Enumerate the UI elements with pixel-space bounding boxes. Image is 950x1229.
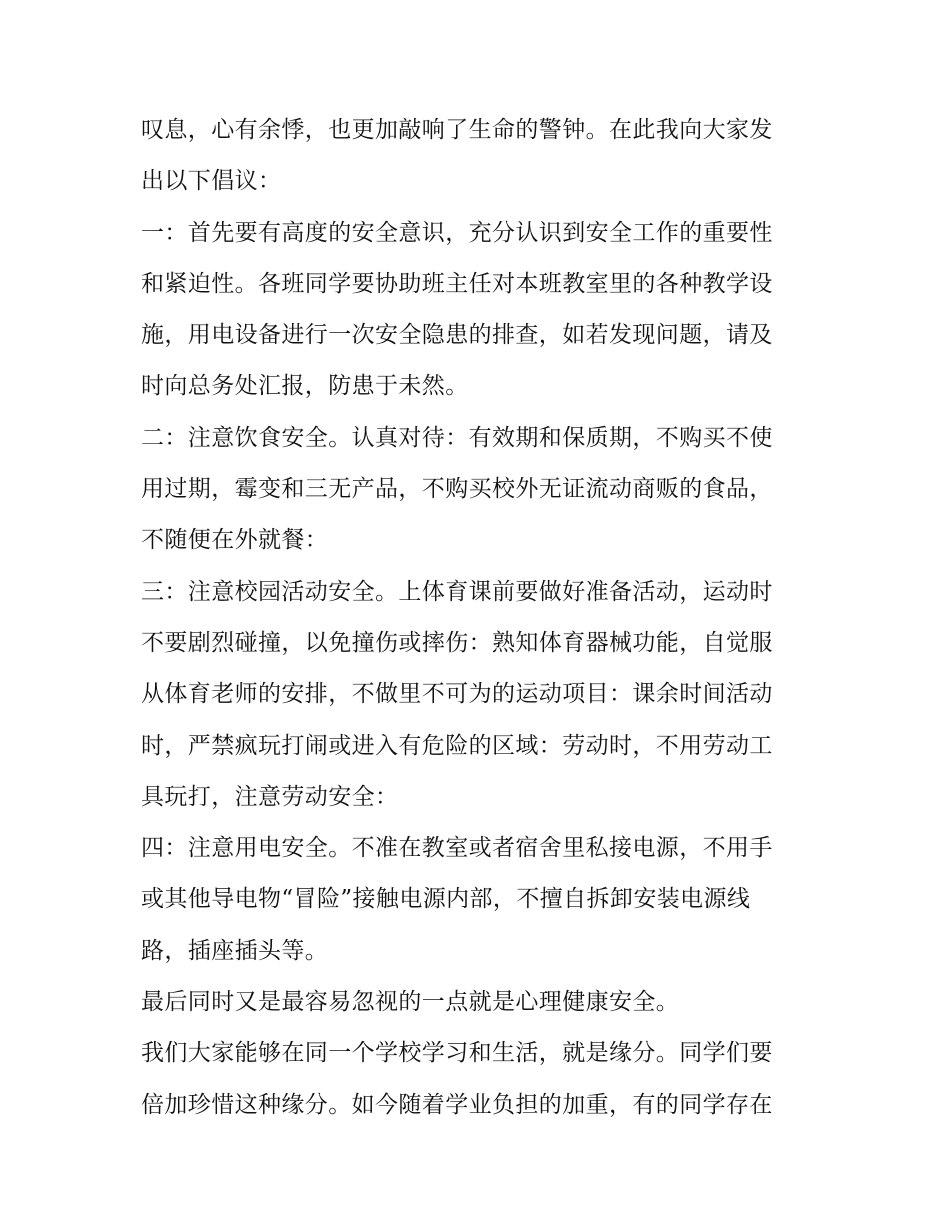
text-line-19: 我们大家能够在同一个学校学习和生活，就是缘分。同学们要 <box>141 1040 773 1067</box>
text-line-16: 或其他导电物“冒险”接触电源内部，不擅自拆卸安装电源线 <box>141 886 751 913</box>
text-line-12: 从体育老师的安排，不做里不可为的运动项目：课余时间活动 <box>141 681 773 708</box>
text-line-7: 二：注意饮食安全。认真对待：有效期和保质期，不购买不使 <box>141 424 773 451</box>
text-line-14: 具玩打，注意劳动安全： <box>141 783 399 810</box>
text-line-9: 不随便在外就餐： <box>141 527 329 554</box>
text-line-2: 出以下倡议： <box>141 168 282 195</box>
text-line-10: 三：注意校园活动安全。上体育课前要做好准备活动，运动时 <box>141 578 773 605</box>
text-line-18: 最后同时又是最容易忽视的一点就是心理健康安全。 <box>141 989 680 1016</box>
text-line-4: 和紧迫性。各班同学要协助班主任对本班教室里的各种教学设 <box>141 270 773 297</box>
text-line-11: 不要剧烈碰撞，以免撞伤或摔伤：熟知体育器械功能，自觉服 <box>141 629 773 656</box>
text-line-13: 时，严禁疯玩打闹或进入有危险的区域：劳动时，不用劳动工 <box>141 732 773 759</box>
body-text <box>141 105 821 1131</box>
text-line-1: 叹息，心有余悸，也更加敲响了生命的警钟。在此我向大家发 <box>141 117 773 143</box>
text-line-8: 用过期，霉变和三无产品，不购买校外无证流动商贩的食品， <box>141 476 773 503</box>
text-line-3: 一：首先要有高度的安全意识，充分认识到安全工作的重要性 <box>141 219 773 246</box>
text-line-6: 时向总务处汇报，防患于未然。 <box>141 373 469 400</box>
text-line-20: 倍加珍惜这种缘分。如今随着学业负担的加重，有的同学存在 <box>141 1091 773 1118</box>
text-line-15: 四：注意用电安全。不准在教室或者宿舍里私接电源，不用手 <box>141 835 773 862</box>
text-line-17: 路，插座插头等。 <box>141 937 329 964</box>
text-line-5: 施，用电设备进行一次安全隐患的排查，如若发现问题，请及 <box>141 322 773 349</box>
